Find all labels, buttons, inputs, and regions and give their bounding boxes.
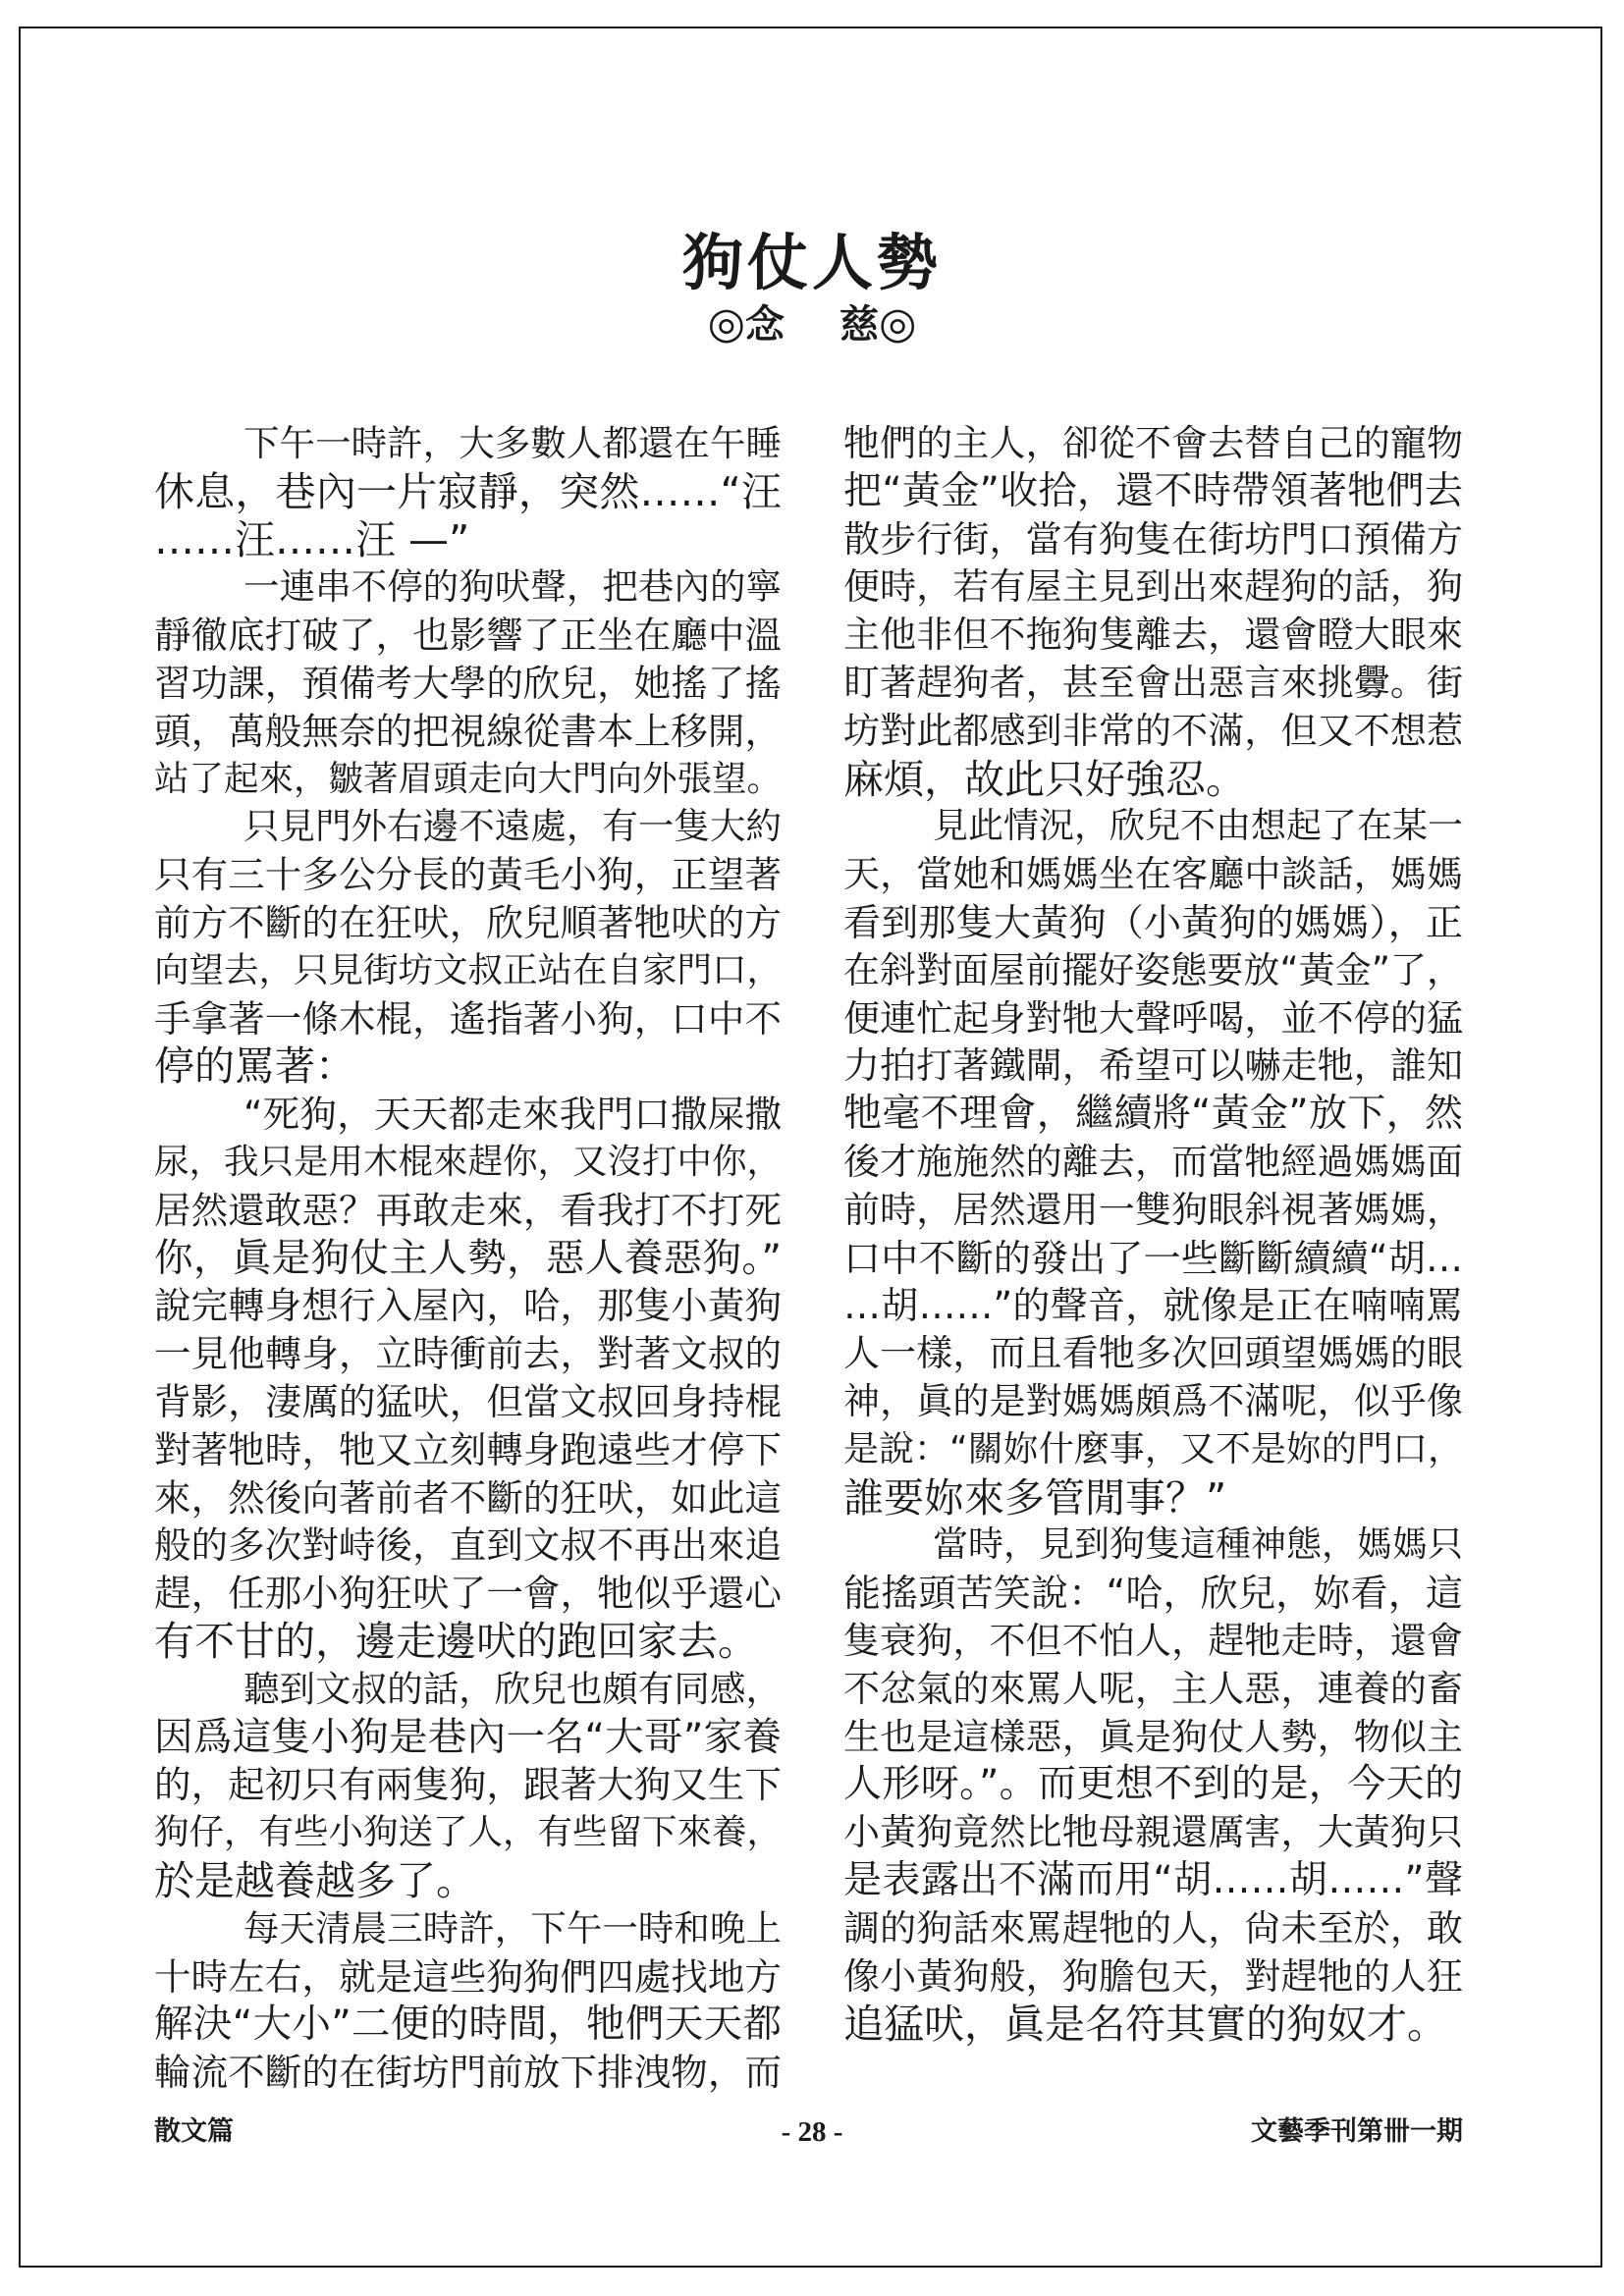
text-line: 靜徹底打破了，也影響了正坐在廳中溫 xyxy=(154,614,782,658)
text-line: 聽到文叔的話，欣兒也頗有同感， xyxy=(244,1667,782,1710)
text-line: 只有三十多公分長的黃毛小狗，正望著 xyxy=(154,853,782,897)
author-name-first-char: 念 xyxy=(745,301,785,347)
text-line: 小黃狗竟然比牠母親還厲害，大黃狗只 xyxy=(843,1811,1463,1854)
footer-publication-name: 文藝季刊第卌一期 xyxy=(1251,2116,1463,2147)
text-line: 隻衰狗，不但不怕人，趕牠走時，還會 xyxy=(843,1619,1463,1662)
text-line: 是說：“關妳什麼事，又不是妳的門口， xyxy=(843,1428,1463,1469)
text-line: 停的罵著： xyxy=(154,1042,355,1091)
text-line: 牠們的主人，卻從不會去替自己的寵物 xyxy=(843,422,1463,464)
text-line: 一見他轉身，立時衝前去，對著文叔的 xyxy=(154,1332,782,1376)
text-line: 力拍打著鐵閘，希望可以嚇走牠，誰知 xyxy=(843,1044,1463,1088)
text-line: 你，眞是狗仗主人勢，惡人養惡狗。” xyxy=(154,1235,782,1281)
text-line: 前方不斷的在狂吠，欣兒順著牠吠的方 xyxy=(154,900,782,944)
body-column-left xyxy=(154,420,782,2097)
text-line: 說完轉身想行入屋內，哈，那隻小黃狗 xyxy=(154,1284,782,1328)
text-line: 下午一時許，大多數人都還在午睡 xyxy=(244,422,782,464)
text-line: 便連忙起身對牠大聲呼喝，並不停的猛 xyxy=(843,996,1463,1040)
text-line: 解決“大小”二便的時間，牠們天天都 xyxy=(154,2002,782,2048)
text-line: 誰要妳來多管閒事？” xyxy=(843,1473,1227,1522)
footer-page-number: - 28 - xyxy=(781,2116,843,2148)
text-line: 當時，見到狗隻這種神態，媽媽只 xyxy=(933,1524,1464,1566)
text-line: 調的狗話來罵趕牠的人，尙未至於，敢 xyxy=(843,1906,1463,1949)
text-line: 牠毫不理會，繼續將“黃金”放下，然 xyxy=(843,1092,1463,1137)
article-byline xyxy=(0,296,1624,352)
text-line: 人一樣，而且看牠多次回頭望媽媽的眼 xyxy=(843,1332,1463,1375)
text-line: 看到那隻大黃狗（小黃狗的媽媽），正 xyxy=(843,900,1463,944)
text-line: 是表露出不滿而用“胡……胡……”聲 xyxy=(843,1857,1463,1902)
text-line: 有不甘的，邊走邊吠的跑回家去。 xyxy=(154,1617,758,1665)
text-line: 只見門外右邊不遠處，有一隻大約 xyxy=(244,805,782,848)
text-line: 手拿著一條木棍，遙指著小狗，口中不 xyxy=(154,996,782,1041)
text-line: 人形呀。”。而更想不到的是，今天的 xyxy=(843,1762,1463,1807)
text-line: 頭，萬般無奈的把視線從書本上移開， xyxy=(154,709,782,753)
text-line: 一連串不停的狗吠聲，把巷內的寧 xyxy=(244,565,782,609)
double-circle-icon: ◎ xyxy=(879,298,917,348)
text-line: 輪流不斷的在街坊門前放下排洩物，而 xyxy=(154,2051,782,2095)
text-line: 的，起初只有兩隻狗，跟著大狗又生下 xyxy=(154,1763,782,1807)
text-line: ……汪……汪 —” xyxy=(154,515,470,563)
text-line: 狗仔，有些小狗送了人，有些留下來養， xyxy=(154,1812,783,1853)
article-title: 狗仗人勢 xyxy=(681,226,942,298)
text-line: 見此情況，欣兒不由想起了在某一 xyxy=(933,806,1464,847)
text-line: 尿，我只是用木棍來趕你，又沒打中你， xyxy=(154,1141,783,1182)
text-line: 向望去，只見街坊文叔正站在自家門口， xyxy=(154,949,783,990)
text-line: 坊對此都感到非常的不滿，但又不想惹 xyxy=(843,709,1463,752)
text-line: “死狗，天天都走來我門口撒屎撒 xyxy=(244,1093,782,1137)
text-line: 十時左右，就是這些狗狗們四處找地方 xyxy=(154,1954,782,1999)
body-column-right xyxy=(843,420,1463,2049)
text-line: 能搖頭苦笑說：“哈，欣兒，妳看，這 xyxy=(843,1572,1463,1616)
text-line: 便時，若有屋主見到出來趕狗的話，狗 xyxy=(843,565,1463,609)
text-line: 像小黃狗般，狗膽包天，對趕牠的人狂 xyxy=(843,1954,1463,1998)
text-line: 在斜對面屋前擺好姿態要放“黃金”了， xyxy=(843,948,1463,991)
text-line: 把“黃金”收拾，還不時帶領著牠們去 xyxy=(843,468,1463,513)
text-line: 每天清晨三時許，下午一時和晚上 xyxy=(244,1906,782,1949)
text-line: 天，當她和媽媽坐在客廳中談話，媽媽 xyxy=(843,853,1463,896)
text-line: 生也是這樣惡，眞是狗仗人勢，物似主 xyxy=(843,1715,1463,1758)
text-line: 麻煩，故此只好強忍。 xyxy=(843,755,1246,803)
text-line: 習功課，預備考大學的欣兒，她搖了搖 xyxy=(154,661,782,705)
text-line: 散步行街，當有狗隻在街坊門口預備方 xyxy=(843,517,1463,561)
text-line: 對著牠時，牠又立刻轉身跑遠些才停下 xyxy=(154,1427,782,1471)
text-line: 休息，巷內一片寂靜，突然……“汪 xyxy=(154,467,782,515)
text-line: 趕，任那小狗狂吠了一會，牠似乎還心 xyxy=(154,1572,782,1616)
text-line: 般的多次對峙後，直到文叔不再出來追 xyxy=(154,1523,782,1568)
text-line: 居然還敢惡？再敢走來，看我打不打死 xyxy=(154,1188,782,1232)
text-line: 後才施施然的離去，而當牠經過媽媽面 xyxy=(843,1140,1463,1183)
text-line: 站了起來，皺著眉頭走向大門向外張望。 xyxy=(154,758,783,799)
footer-section-label: 散文篇 xyxy=(154,2116,234,2147)
text-line: 不忿氣的來罵人呢，主人惡，連養的畜 xyxy=(843,1667,1463,1710)
double-circle-icon: ◎ xyxy=(707,298,745,348)
text-line: 因爲這隻小狗是巷內一名“大哥”家養 xyxy=(154,1714,782,1760)
text-line: 盯著趕狗者，甚至會出惡言來挑釁。街 xyxy=(843,661,1463,704)
text-line: 前時，居然還用一雙狗眼斜視著媽媽， xyxy=(843,1188,1463,1231)
text-line: 口中不斷的發出了一些斷斷續續“胡… xyxy=(843,1236,1463,1280)
author-name-second-char: 慈 xyxy=(839,301,879,347)
text-line: …胡……”的聲音，就像是正在喃喃罵 xyxy=(843,1284,1463,1328)
text-line: 神，眞的是對媽媽頗爲不滿呢，似乎像 xyxy=(843,1379,1463,1422)
text-line: 追猛吠，眞是名符其實的狗奴才。 xyxy=(843,2001,1447,2049)
text-line: 主他非但不拖狗隻離去，還會瞪大眼來 xyxy=(843,614,1463,657)
text-line: 於是越養越多了。 xyxy=(154,1856,476,1904)
text-line: 來，然後向著前者不斷的狂吠，如此這 xyxy=(154,1475,782,1520)
text-line: 背影，淒厲的猛吠，但當文叔回身持棍 xyxy=(154,1379,782,1423)
